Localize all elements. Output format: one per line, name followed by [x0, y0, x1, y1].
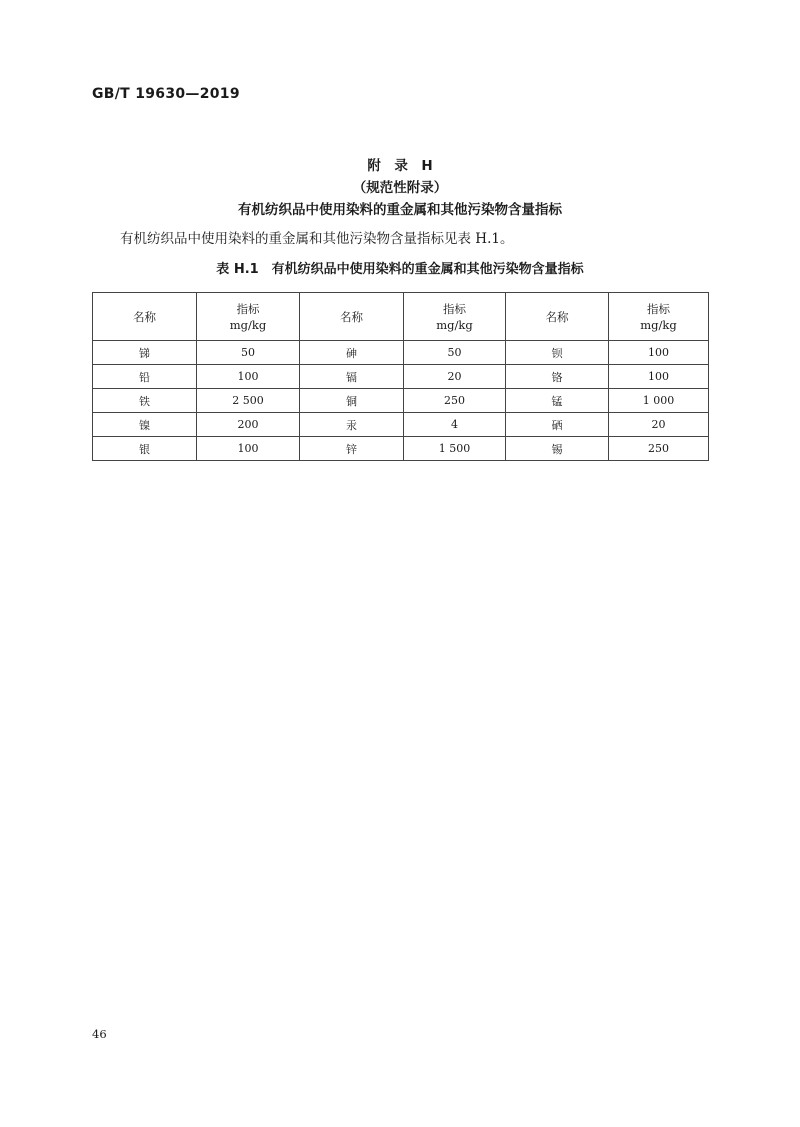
- header-unit-label: mg/kg: [436, 317, 473, 332]
- limit-value: 50: [197, 341, 300, 365]
- limit-value: 1 000: [609, 389, 709, 413]
- element-name: 银: [93, 437, 197, 461]
- header-index-label: 指标: [647, 301, 670, 316]
- contaminant-limits-table: [92, 292, 709, 461]
- table-caption: 表 H.1 有机纺织品中使用染料的重金属和其他污染物含量指标: [216, 262, 584, 277]
- element-name: 铅: [93, 365, 197, 389]
- table-header-row: [93, 293, 709, 341]
- header-unit-label: mg/kg: [640, 317, 677, 332]
- limit-value: 200: [197, 413, 300, 437]
- annex-type: （规范性附录）: [352, 180, 448, 196]
- element-name: 锰: [506, 389, 609, 413]
- element-name: 钡: [506, 341, 609, 365]
- element-name: 镉: [300, 365, 404, 389]
- header-index-label: 指标: [236, 301, 260, 316]
- limit-value: 250: [609, 437, 709, 461]
- element-name: 铬: [506, 365, 609, 389]
- element-name: 镍: [93, 413, 197, 437]
- element-name: 铁: [93, 389, 197, 413]
- element-name: 铜: [300, 389, 404, 413]
- limit-value: 50: [404, 341, 506, 365]
- element-name: 硒: [506, 413, 609, 437]
- header-index-col-3: [609, 293, 709, 341]
- standard-code: GB/T 19630—2019: [92, 86, 240, 102]
- element-name: 砷: [300, 341, 404, 365]
- element-name: 锑: [93, 341, 197, 365]
- element-name: 汞: [300, 413, 404, 437]
- intro-paragraph: 有机纺织品中使用染料的重金属和其他污染物含量指标见表 H.1。: [120, 231, 514, 247]
- table-row: [93, 341, 709, 365]
- annex-label: 附 录 H: [367, 158, 433, 174]
- header-index-col-2: [404, 293, 506, 341]
- limit-value: 1 500: [404, 437, 506, 461]
- limit-value: 250: [404, 389, 506, 413]
- page-number: 46: [92, 1027, 107, 1041]
- limit-value: 100: [197, 437, 300, 461]
- header-unit-label: mg/kg: [229, 317, 267, 332]
- limit-value: 20: [404, 365, 506, 389]
- element-name: 锌: [300, 437, 404, 461]
- limit-value: 4: [404, 413, 506, 437]
- table-row: [93, 437, 709, 461]
- element-name: 锡: [506, 437, 609, 461]
- header-name-col-2: 名称: [300, 293, 404, 341]
- header-name-col-1: 名称: [93, 293, 197, 341]
- limit-value: 100: [609, 341, 709, 365]
- header-name-col-3: 名称: [506, 293, 609, 341]
- annex-title: 有机纺织品中使用染料的重金属和其他污染物含量指标: [238, 202, 562, 218]
- limit-value: 100: [197, 365, 300, 389]
- header-index-col-1: [197, 293, 300, 341]
- limit-value: 2 500: [197, 389, 300, 413]
- limit-value: 20: [609, 413, 709, 437]
- header-index-label: 指标: [443, 301, 466, 316]
- table-row: [93, 413, 709, 437]
- table-row: [93, 389, 709, 413]
- table-row: [93, 365, 709, 389]
- limit-value: 100: [609, 365, 709, 389]
